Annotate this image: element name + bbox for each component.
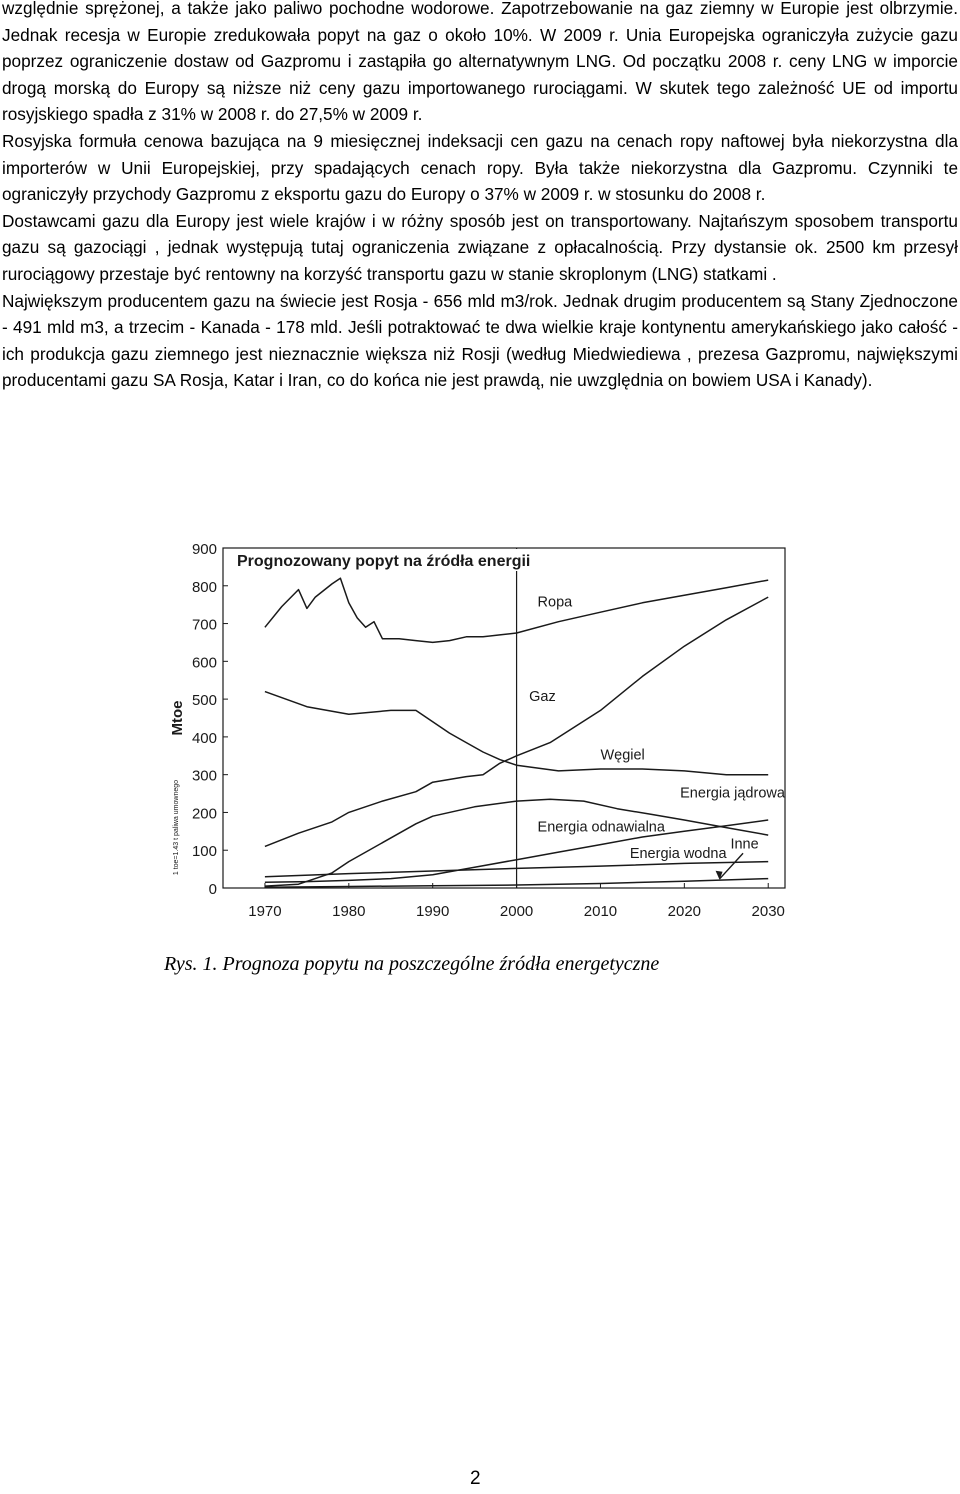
series-label: Węgiel [600, 747, 645, 764]
x-tick-label: 1990 [416, 903, 450, 920]
series-label: Gaz [529, 689, 556, 705]
y-tick-label: 500 [191, 692, 217, 710]
series-label: Ropa [537, 594, 573, 611]
series-label: Energia jądrowa [680, 785, 785, 802]
x-tick-label: 1970 [248, 903, 282, 920]
x-tick-label: 2030 [751, 903, 785, 920]
series-label: Energia wodna [629, 845, 727, 862]
y-tick-label: 600 [191, 654, 217, 672]
y-tick-label: 200 [191, 805, 217, 823]
y-tick-label: 300 [191, 767, 217, 785]
document-body [2, 0, 958, 394]
y-tick-label: 700 [191, 616, 217, 634]
y-tick-label: 800 [191, 578, 217, 596]
x-tick-label: 2020 [667, 903, 702, 920]
plot-frame [223, 548, 785, 888]
paragraph: Rosyjska formuła cenowa bazująca na 9 miesięcznej indeksacji cen gazu na cenach ropy naftowej była niekorzystna dla importerów w Unii Europejskiej, przy spadających cenach ropy. Była także niekorzystna dla Gazpromu. Czynniki te ograniczyły przychody Gazpromu z eksportu gazu do Europy o 37% w 2009 r. w stosunku do 2008 r. [2, 130, 958, 205]
y-tick-label: 0 [208, 881, 217, 898]
paragraph: względnie sprężonej, a także jako paliwo pochodne wodorowe. Zapotrzebowanie na gaz ziemny w Europie jest olbrzymie. Jednak recesja w Europie zredukowała popyt na gaz o około 10%. W 2009 r. Unia Europejska ograniczyła zużycie gazu poprzez ograniczenie dostaw od Gazpromu i zastąpiła go alternatywnym LNG. Od początku 2008 r. ceny LNG w imporcie drogą morską do Europy są niższe niż ceny gazu importowanego rurociągami. W skutek tego zależność UE od importu rosyjskiego spadła z 31% w 2008 r. do 27,5% w 2009 r. [2, 0, 958, 125]
y-tick-label: 400 [191, 729, 217, 747]
series-label: Inne [730, 836, 759, 853]
y-tick-label: 900 [191, 541, 217, 558]
page-number: 2 [470, 1468, 481, 1489]
y-axis-note: 1 toe=1.43 t paliwa umownego [173, 779, 180, 876]
chart-title: Prognozowany popyt na źródła energii [237, 553, 531, 570]
x-tick-label: 2000 [499, 903, 534, 920]
paragraph: Dostawcami gazu dla Europy jest wiele krajów i w różny sposób jest on transportowany. Najtańszym sposobem transportu gazu są gazociągi , jednak występują tutaj ograniczenia związane z opłacalnością. Przy dystansie ok. 2500 km przesył rurociągowy przestaje być rentowny na korzyść transportu gazu w stanie skroplonym (LNG) statkami . [2, 210, 958, 284]
paragraph: Największym producentem gazu na świecie jest Rosja - 656 mld m3/rok. Jednak drugim producentem są Stany Zjednoczone - 491 mld m3, a trzecim - Kanada - 178 mld. Jeśli potraktować te dwa wielkie kraje kontynentu amerykańskiego jako całość - ich produkcja gazu ziemnego jest nieznacznie większa niż Rosji (według Miedwiediewa , prezesa Gazpromu, największymi producentami gazu SA Rosja, Katar i Iran, co do końca nie jest prawdą, nie uwzględnia on bowiem USA i Kanady). [2, 290, 958, 391]
figure-caption: Rys. 1. Prognoza popytu na poszczególne źródła energetyczne [164, 953, 660, 975]
x-tick-label: 1980 [332, 903, 366, 920]
x-tick-label: 2010 [583, 903, 618, 920]
inne-arrow-head [716, 871, 723, 880]
series-label: Energia odnawialna [537, 819, 665, 836]
y-tick-label: 100 [191, 843, 217, 861]
chart-svg [160, 530, 800, 935]
y-axis-label: Mtoe [169, 700, 186, 736]
energy-demand-chart [160, 530, 800, 940]
